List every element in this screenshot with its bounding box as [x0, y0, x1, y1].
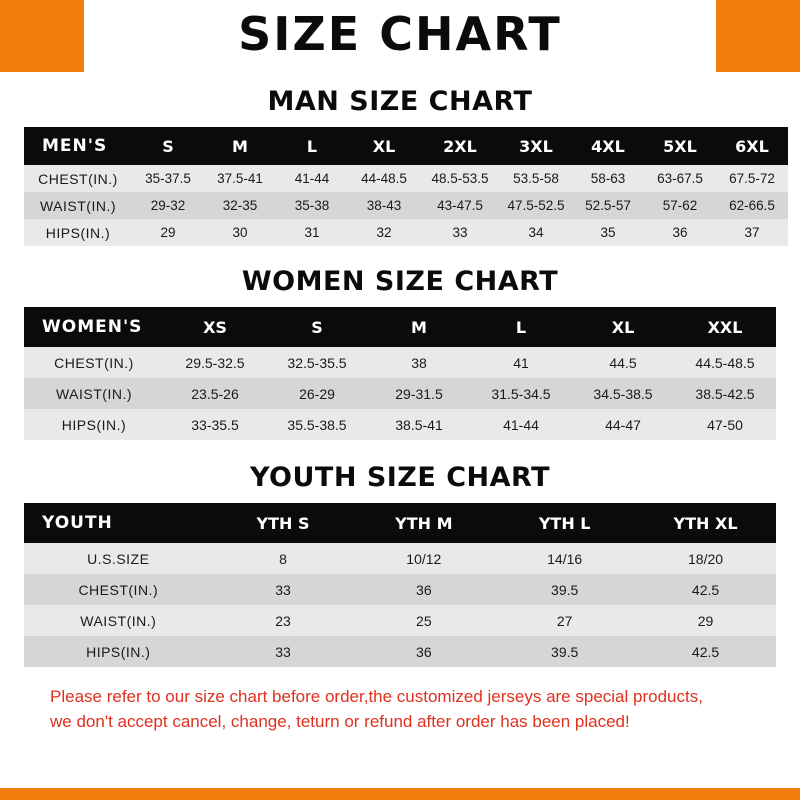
col-header-l: L — [470, 307, 572, 347]
row-label: HIPS(IN.) — [24, 219, 132, 246]
col-header-xl: XL — [572, 307, 674, 347]
cell: 41-44 — [470, 409, 572, 440]
cell: 31 — [276, 219, 348, 246]
table-row — [24, 409, 776, 440]
cell: 57-62 — [644, 192, 716, 219]
table-youth-size — [24, 503, 776, 667]
cell: 36 — [353, 574, 494, 605]
row-label: WAIST(IN.) — [24, 192, 132, 219]
col-header-xxl: XXL — [674, 307, 776, 347]
row-label: WAIST(IN.) — [24, 378, 164, 409]
cell: 47-50 — [674, 409, 776, 440]
row-label: CHEST(IN.) — [24, 574, 213, 605]
cell: 33 — [213, 574, 354, 605]
col-header-mens: MEN'S — [24, 127, 132, 165]
cell: 32.5-35.5 — [266, 347, 368, 378]
cell: 33 — [213, 636, 354, 667]
col-header-yth-m: YTH M — [353, 503, 494, 543]
table-row — [24, 192, 788, 219]
col-header-5xl: 5XL — [644, 127, 716, 165]
cell: 35-38 — [276, 192, 348, 219]
col-header-3xl: 3XL — [500, 127, 572, 165]
cell: 32 — [348, 219, 420, 246]
col-header-youth: YOUTH — [24, 503, 213, 543]
row-label: HIPS(IN.) — [24, 636, 213, 667]
col-header-m: M — [368, 307, 470, 347]
cell: 10/12 — [353, 543, 494, 574]
cell: 63-67.5 — [644, 165, 716, 192]
cell: 34 — [500, 219, 572, 246]
cell: 67.5-72 — [716, 165, 788, 192]
cell: 14/16 — [494, 543, 635, 574]
cell: 26-29 — [266, 378, 368, 409]
cell: 41-44 — [276, 165, 348, 192]
col-header-m: M — [204, 127, 276, 165]
col-header-xl: XL — [348, 127, 420, 165]
cell: 29.5-32.5 — [164, 347, 266, 378]
cell: 39.5 — [494, 636, 635, 667]
footer-note — [24, 685, 776, 734]
cell: 42.5 — [635, 574, 776, 605]
cell: 29-32 — [132, 192, 204, 219]
cell: 23.5-26 — [164, 378, 266, 409]
section-title-youth: YOUTH SIZE CHART — [249, 462, 551, 493]
col-header-s: S — [266, 307, 368, 347]
table-row — [24, 347, 776, 378]
banner-left-block — [0, 0, 84, 72]
table-row — [24, 543, 776, 574]
table-row — [24, 378, 776, 409]
cell: 29 — [132, 219, 204, 246]
row-label: WAIST(IN.) — [24, 605, 213, 636]
cell: 37.5-41 — [204, 165, 276, 192]
cell: 42.5 — [635, 636, 776, 667]
cell: 44.5 — [572, 347, 674, 378]
cell: 39.5 — [494, 574, 635, 605]
cell: 38 — [368, 347, 470, 378]
cell: 38.5-41 — [368, 409, 470, 440]
col-header-yth-l: YTH L — [494, 503, 635, 543]
cell: 44-47 — [572, 409, 674, 440]
section-title-men: MAN SIZE CHART — [267, 86, 533, 117]
col-header-xs: XS — [164, 307, 266, 347]
cell: 41 — [470, 347, 572, 378]
col-header-s: S — [132, 127, 204, 165]
cell: 47.5-52.5 — [500, 192, 572, 219]
row-label: HIPS(IN.) — [24, 409, 164, 440]
cell: 48.5-53.5 — [420, 165, 500, 192]
footer-note-line2: we don't accept cancel, change, teturn or refund after order has been placed! — [50, 711, 630, 731]
table-row — [24, 574, 776, 605]
page-title: SIZE CHART — [238, 7, 562, 61]
cell: 53.5-58 — [500, 165, 572, 192]
table-row — [24, 165, 788, 192]
cell: 31.5-34.5 — [470, 378, 572, 409]
col-header-2xl: 2XL — [420, 127, 500, 165]
cell: 29-31.5 — [368, 378, 470, 409]
cell: 36 — [644, 219, 716, 246]
row-label: CHEST(IN.) — [24, 347, 164, 378]
col-header-l: L — [276, 127, 348, 165]
table-header-row — [24, 503, 776, 543]
banner-right-block — [716, 0, 800, 72]
col-header-womens: WOMEN'S — [24, 307, 164, 347]
cell: 35.5-38.5 — [266, 409, 368, 440]
cell: 27 — [494, 605, 635, 636]
cell: 58-63 — [572, 165, 644, 192]
cell: 29 — [635, 605, 776, 636]
banner-title-plate — [84, 0, 716, 72]
row-label: U.S.SIZE — [24, 543, 213, 574]
row-label: CHEST(IN.) — [24, 165, 132, 192]
table-header-row — [24, 127, 788, 165]
cell: 52.5-57 — [572, 192, 644, 219]
cell: 35 — [572, 219, 644, 246]
cell: 34.5-38.5 — [572, 378, 674, 409]
col-header-4xl: 4XL — [572, 127, 644, 165]
header-banner — [0, 0, 800, 72]
cell: 32-35 — [204, 192, 276, 219]
cell: 23 — [213, 605, 354, 636]
col-header-yth-s: YTH S — [213, 503, 354, 543]
cell: 44-48.5 — [348, 165, 420, 192]
cell: 8 — [213, 543, 354, 574]
content-area — [0, 86, 800, 734]
footer-note-line1: Please refer to our size chart before order,the customized jerseys are special products, — [50, 687, 703, 706]
cell: 30 — [204, 219, 276, 246]
col-header-yth-xl: YTH XL — [635, 503, 776, 543]
table-header-row — [24, 307, 776, 347]
col-header-6xl: 6XL — [716, 127, 788, 165]
table-row — [24, 605, 776, 636]
cell: 44.5-48.5 — [674, 347, 776, 378]
cell: 38.5-42.5 — [674, 378, 776, 409]
cell: 37 — [716, 219, 788, 246]
cell: 25 — [353, 605, 494, 636]
table-row — [24, 219, 788, 246]
table-women-size — [24, 307, 776, 440]
cell: 43-47.5 — [420, 192, 500, 219]
cell: 18/20 — [635, 543, 776, 574]
section-title-women: WOMEN SIZE CHART — [241, 266, 559, 297]
cell: 35-37.5 — [132, 165, 204, 192]
cell: 33-35.5 — [164, 409, 266, 440]
table-row — [24, 636, 776, 667]
cell: 38-43 — [348, 192, 420, 219]
cell: 62-66.5 — [716, 192, 788, 219]
bottom-accent-bar — [0, 788, 800, 800]
cell: 36 — [353, 636, 494, 667]
table-men-size — [24, 127, 788, 246]
cell: 33 — [420, 219, 500, 246]
